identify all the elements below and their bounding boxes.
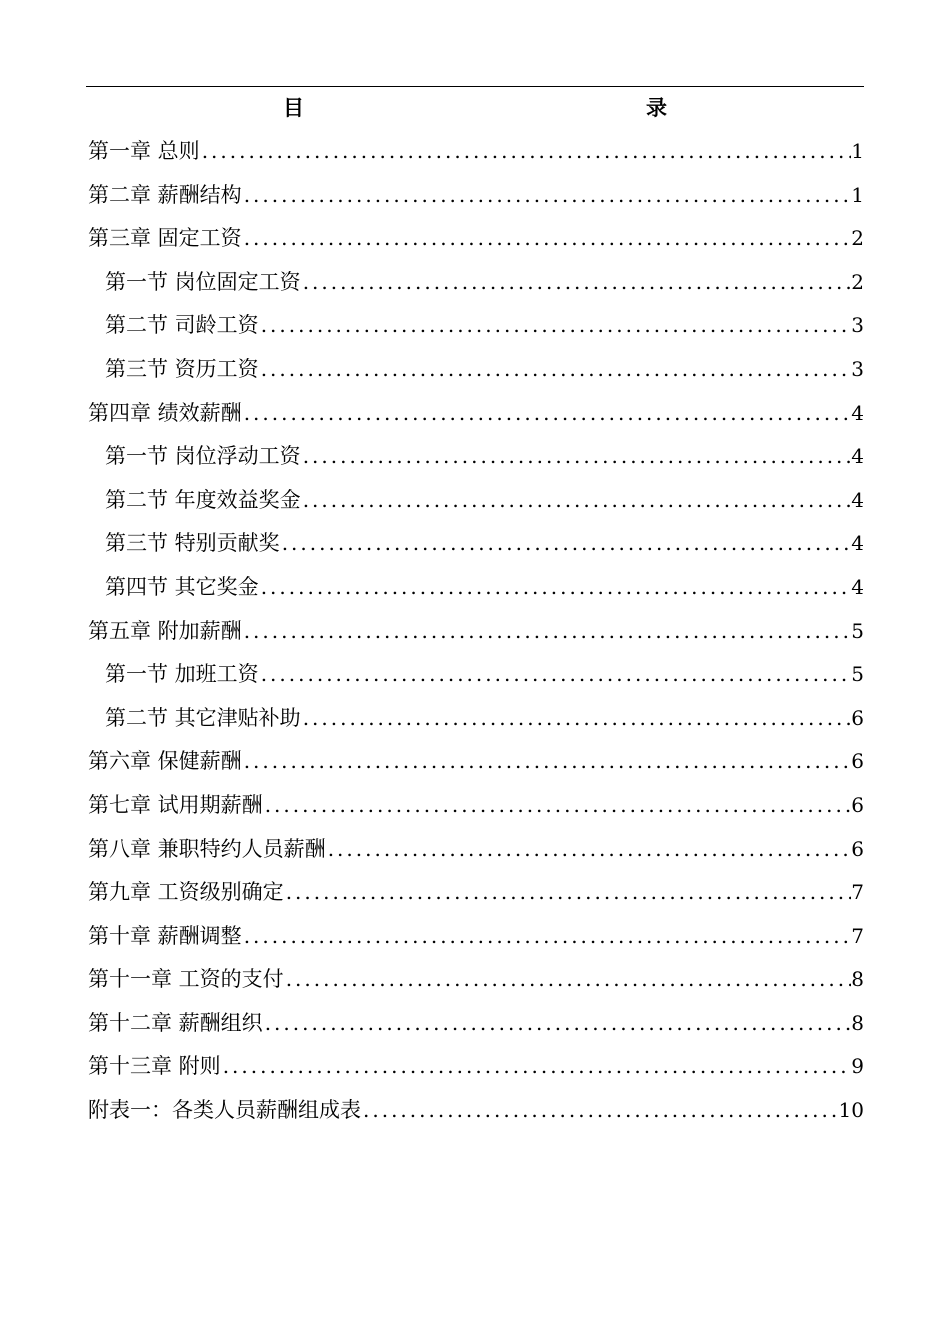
toc-entry-label: 第八章 兼职特约人员薪酬: [88, 836, 326, 861]
toc-entry-label: 第四节 其它奖金: [105, 574, 259, 599]
toc-dot-leader: [200, 130, 852, 174]
toc-entry[interactable]: [88, 871, 864, 915]
toc-entry[interactable]: [88, 784, 864, 828]
toc-title: 目 录: [283, 96, 767, 120]
toc-dot-leader: [259, 304, 852, 348]
toc-dot-leader: [301, 697, 852, 741]
toc-entry-label: 附表一：各类人员薪酬组成表: [88, 1098, 361, 1123]
toc-entry-label: 第六章 保健薪酬: [88, 749, 242, 774]
toc-dot-leader: [301, 435, 852, 479]
toc-entry[interactable]: [88, 479, 864, 523]
toc-page-number: 6: [851, 792, 864, 817]
toc-entry-label: 第十二章 薪酬组织: [88, 1010, 263, 1035]
top-rule: [86, 86, 864, 87]
toc-dot-leader: [259, 566, 852, 610]
toc-entry-label: 第二节 司龄工资: [105, 313, 259, 338]
toc-dot-leader: [301, 261, 852, 305]
toc-page-number: 4: [851, 531, 864, 556]
toc-dot-leader: [263, 784, 852, 828]
toc-list: [88, 130, 864, 1133]
toc-entry-label: 第九章 工资级别确定: [88, 880, 284, 905]
toc-dot-leader: [280, 522, 852, 566]
toc-page-number: 1: [851, 182, 864, 207]
toc-entry-label: 第一章 总则: [88, 139, 200, 163]
toc-page-number: 1: [851, 139, 864, 163]
toc-dot-leader: [242, 217, 852, 261]
toc-page-number: 5: [851, 662, 864, 687]
toc-dot-leader: [326, 828, 852, 872]
toc-dot-leader: [263, 1002, 852, 1046]
toc-dot-leader: [242, 174, 852, 218]
toc-entry-label: 第三节 资历工资: [105, 356, 259, 381]
toc-page-number: 10: [838, 1098, 864, 1123]
toc-entry[interactable]: [88, 130, 864, 174]
toc-page-number: 4: [851, 574, 864, 599]
toc-page-number: 8: [851, 967, 864, 992]
toc-dot-leader: [242, 740, 852, 784]
toc-entry-label: 第十一章 工资的支付: [88, 967, 284, 992]
toc-entry-label: 第一节 岗位浮动工资: [105, 444, 301, 469]
toc-dot-leader: [284, 958, 852, 1002]
toc-page-number: 3: [851, 313, 864, 338]
toc-page-number: 4: [851, 487, 864, 512]
toc-entry-label: 第二节 其它津贴补助: [105, 705, 301, 730]
toc-page-number: 3: [851, 356, 864, 381]
toc-entry[interactable]: [88, 1045, 864, 1089]
toc-entry-label: 第七章 试用期薪酬: [88, 792, 263, 817]
toc-page-number: 7: [851, 923, 864, 948]
toc-entry-label: 第五章 附加薪酬: [88, 618, 242, 643]
toc-entry[interactable]: [88, 392, 864, 436]
toc-entry-label: 第四章 绩效薪酬: [88, 400, 242, 425]
toc-entry[interactable]: [88, 915, 864, 959]
toc-entry[interactable]: [88, 610, 864, 654]
toc-page-number: 5: [851, 618, 864, 643]
toc-page-number: 6: [851, 836, 864, 861]
toc-entry[interactable]: [88, 174, 864, 218]
toc-page-number: 6: [851, 749, 864, 774]
toc-entry-label: 第二节 年度效益奖金: [105, 487, 301, 512]
toc-entry-label: 第二章 薪酬结构: [88, 182, 242, 207]
toc-entry-label: 第十章 薪酬调整: [88, 923, 242, 948]
toc-entry[interactable]: [88, 1002, 864, 1046]
toc-dot-leader: [242, 915, 852, 959]
toc-dot-leader: [242, 610, 852, 654]
toc-entry[interactable]: [88, 435, 864, 479]
toc-entry[interactable]: [88, 958, 864, 1002]
toc-dot-leader: [259, 348, 852, 392]
toc-entry[interactable]: [88, 828, 864, 872]
toc-page-number: 7: [851, 880, 864, 905]
toc-dot-leader: [221, 1045, 852, 1089]
toc-entry-label: 第三节 特别贡献奖: [105, 531, 280, 556]
toc-dot-leader: [284, 871, 852, 915]
toc-page-number: 6: [851, 705, 864, 730]
toc-page-number: 2: [851, 226, 864, 251]
toc-dot-leader: [242, 392, 852, 436]
toc-dot-leader: [301, 479, 852, 523]
toc-entry-label: 第三章 固定工资: [88, 226, 242, 251]
toc-page-number: 4: [851, 400, 864, 425]
toc-entry[interactable]: [88, 740, 864, 784]
toc-page-number: 9: [851, 1054, 864, 1079]
toc-entry[interactable]: [88, 217, 864, 261]
toc-entry[interactable]: [88, 304, 864, 348]
toc-page-number: 4: [851, 444, 864, 469]
toc-entry[interactable]: [88, 1089, 864, 1133]
toc-page-number: 2: [851, 269, 864, 294]
toc-dot-leader: [361, 1089, 839, 1133]
toc-entry-label: 第一节 岗位固定工资: [105, 269, 301, 294]
toc-entry[interactable]: [88, 653, 864, 697]
toc-page-number: 8: [851, 1010, 864, 1035]
toc-entry[interactable]: [88, 566, 864, 610]
toc-entry[interactable]: [88, 522, 864, 566]
toc-entry[interactable]: [88, 697, 864, 741]
toc-entry[interactable]: [88, 348, 864, 392]
toc-entry[interactable]: [88, 261, 864, 305]
toc-entry-label: 第十三章 附则: [88, 1054, 221, 1079]
toc-entry-label: 第一节 加班工资: [105, 662, 259, 687]
toc-dot-leader: [259, 653, 852, 697]
